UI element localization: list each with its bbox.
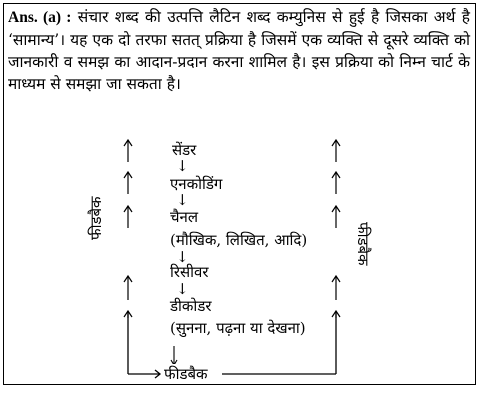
left-up-arrows — [124, 140, 132, 318]
arrow-down-3: ↓ — [176, 248, 189, 266]
node-channel-detail: (मौखिक, लिखित, आदि) — [170, 231, 308, 249]
right-up-arrows — [332, 140, 340, 318]
node-sender: सेंडर — [172, 141, 197, 159]
node-feedback-bottom: फीडबैक — [164, 365, 208, 383]
answer-label: Ans. (a) : — [8, 9, 72, 26]
feedback-left-label: फीडबैक — [87, 196, 105, 240]
feedback-right-label: फीडबैक — [354, 222, 372, 266]
node-decoder-detail: (सुनना, पढ़ना या देखना) — [170, 319, 306, 337]
arrow-down-1: ↓ — [176, 157, 189, 175]
arrow-down-2: ↓ — [176, 191, 189, 209]
node-encoding: एनकोडिंग — [170, 175, 223, 193]
node-channel: चैनल — [170, 208, 199, 226]
answer-text: संचार शब्द की उत्पत्ति लैटिन शब्द कम्युनिस से हुई है जिसका अर्थ है ‘सामान्य’। यह एक दो तरफा सतत् प्रक्रिया है जिसमें एक व्यक्ति से दूसरे व्यक्ति को जानकारी व समझ का आदान-प्रदान करना शामिल है। इस प्रक्रिया को निम्न चार्ट के माध्यम से समझा जा सकता है। — [8, 8, 470, 93]
node-receiver: रिसीवर — [170, 263, 209, 281]
arrow-down-4: ↓ — [176, 280, 189, 298]
node-decoder: डीकोडर — [170, 297, 212, 315]
